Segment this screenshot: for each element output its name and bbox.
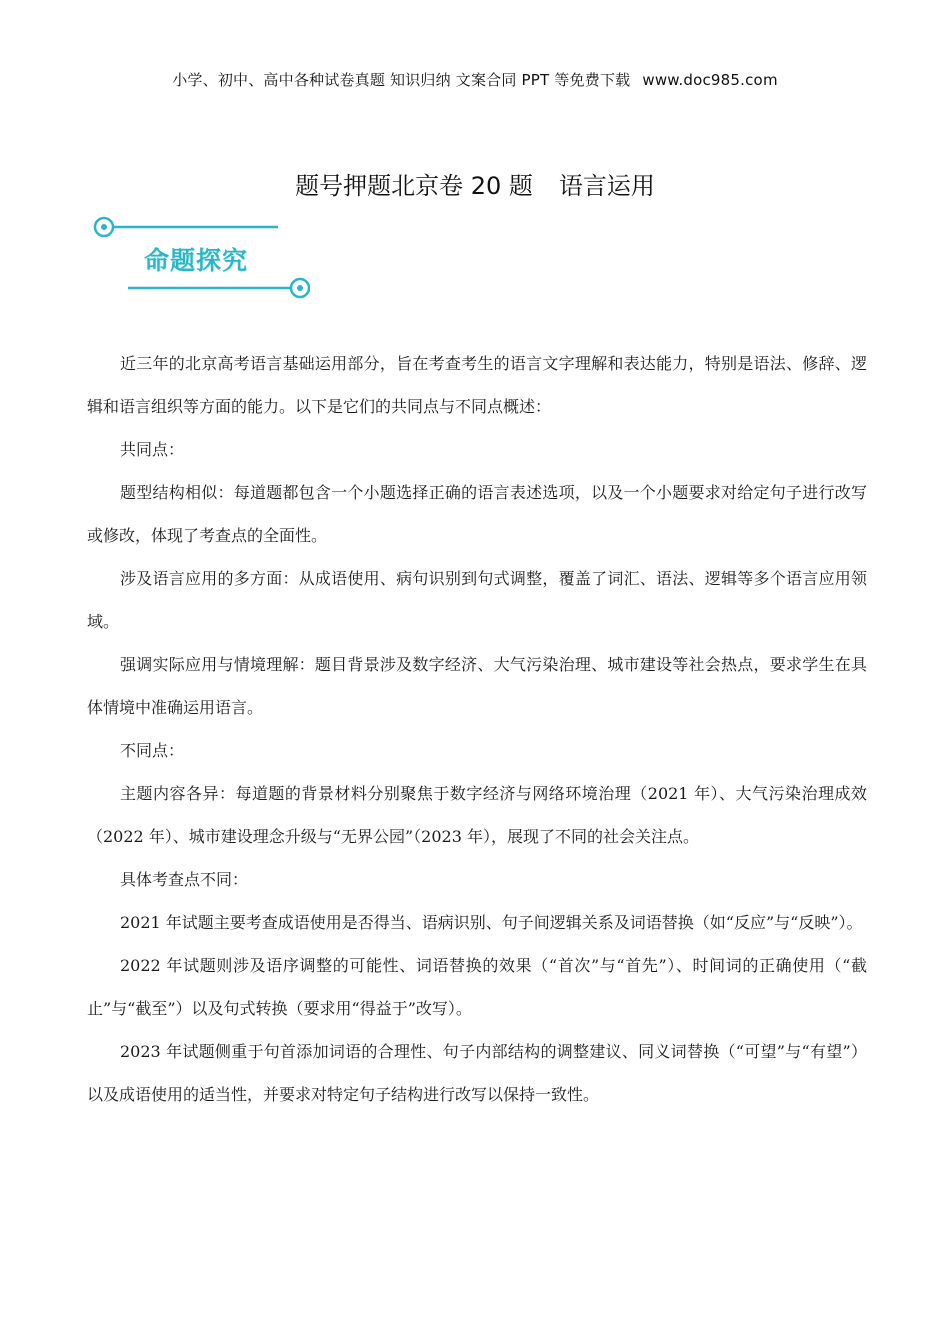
banner-label: 命题探究 [144, 246, 249, 275]
paragraph-intro: 近三年的北京高考语言基础运用部分，旨在考查考生的语言文字理解和表达能力，特别是语法、修辞、逻辑和语言组织等方面的能力。以下是它们的共同点与不同点概述： [87, 354, 867, 416]
paragraph-common-1: 题型结构相似：每道题都包含一个小题选择正确的语言表述选项，以及一个小题要求对给定句子进行改写或修改，体现了考查点的全面性。 [87, 483, 867, 545]
paragraph-common-3: 强调实际应用与情境理解：题目背景涉及数字经济、大气污染治理、城市建设等社会热点，要求学生在具体情境中准确运用语言。 [87, 655, 867, 717]
paragraph-diff-1: 主题内容各异：每道题的背景材料分别聚焦于数字经济与网络环境治理（2021 年）、大气污染治理成效（2022 年）、城市建设理念升级与“无界公园”（2023 年），展现了不同的社会关注点。 [87, 784, 867, 846]
paragraph-diff-subheading: 具体考查点不同： [120, 870, 249, 889]
paragraph-common-2: 涉及语言应用的多方面：从成语使用、病句识别到句式调整，覆盖了词汇、语法、逻辑等多个语言应用领域。 [87, 569, 867, 631]
header-site-link[interactable]: www.doc985.com [642, 71, 778, 89]
header-text: 小学、初中、高中各种试卷真题 知识归纳 文案合同 PPT 等免费下载 [172, 71, 631, 89]
document-body [87, 342, 867, 1116]
title-sub: 语言运用 [558, 172, 655, 200]
section-banner [90, 208, 320, 304]
page-title [0, 166, 950, 201]
page-header [0, 69, 950, 90]
paragraph-diff-heading: 不同点： [120, 741, 185, 760]
paragraph-2021: 2021 年试题主要考查成语使用是否得当、语病识别、句子间逻辑关系及词语替换（如“反应”与“反映”）。 [120, 913, 863, 932]
paragraph-common-heading: 共同点： [120, 440, 185, 459]
paragraph-2023: 2023 年试题侧重于句首添加词语的合理性、句子内部结构的调整建议、同义词替换（“可望”与“有望”）以及成语使用的适当性，并要求对特定句子结构进行改写以保持一致性。 [87, 1042, 867, 1104]
title-main: 题号押题北京卷 20 题 [295, 172, 533, 200]
paragraph-2022: 2022 年试题则涉及语序调整的可能性、词语替换的效果（“首次”与“首先”）、时间词的正确使用（“截止”与“截至”）以及句式转换（要求用“得益于”改写）。 [87, 956, 867, 1018]
